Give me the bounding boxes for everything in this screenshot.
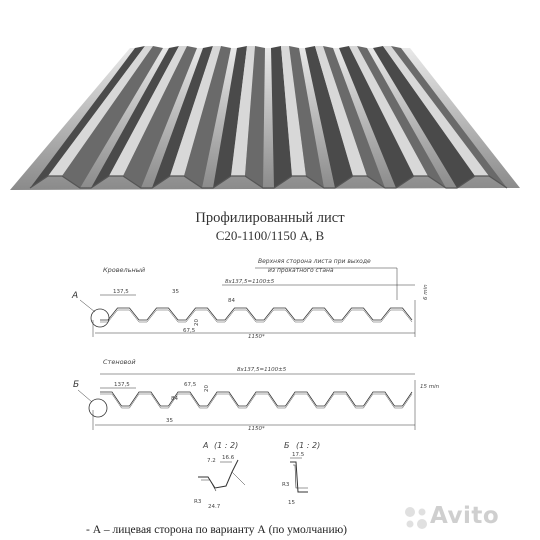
wall-dim-first: 137,5 xyxy=(114,382,130,388)
roof-note-1: Верхняя сторона листа при выходе xyxy=(258,258,371,265)
detail-a-top: 16.6 xyxy=(222,455,235,461)
detail-b-bottom: 15 xyxy=(288,500,295,506)
avito-logo-icon xyxy=(402,504,430,532)
profile-drawings xyxy=(0,240,540,525)
detail-a-label: А xyxy=(203,441,209,450)
wall-label: Стеновой xyxy=(103,358,136,366)
roof-label: Кровельный xyxy=(103,266,146,274)
wall-dim-rib: 84 xyxy=(171,396,178,402)
detail-b-r: R3 xyxy=(282,482,290,488)
wall-dim-top: 67,5 xyxy=(184,382,197,388)
detail-a-circle xyxy=(91,309,109,327)
roof-note-2: из прокатного стана xyxy=(268,267,334,274)
roof-dim-min: 6 min xyxy=(423,284,429,300)
detail-b-top: 17.5 xyxy=(292,452,305,458)
profiled-sheet-illustration xyxy=(0,0,540,205)
roof-marker: А xyxy=(72,291,79,301)
page-title: Профилированный лист xyxy=(195,210,345,226)
detail-a-scale: (1 : 2) xyxy=(214,441,239,450)
footer-note: - А – лицевая сторона по варианту А (по умолчанию) xyxy=(86,524,348,536)
detail-a-bottom: 24.7 xyxy=(208,504,221,510)
wall-dim-min: 15 min xyxy=(420,384,440,390)
detail-a-angle: 7.2 xyxy=(207,458,216,464)
wall-dim-bottom: 35 xyxy=(166,418,173,424)
roof-dim-first: 137,5 xyxy=(113,289,129,295)
roof-dim-total: 1150* xyxy=(248,334,265,340)
wall-dim-height: 20 xyxy=(204,385,210,392)
avito-watermark: Avito xyxy=(430,503,500,529)
page-subtitle: С20-1100/1150 А, В xyxy=(215,228,325,243)
wall-marker: Б xyxy=(73,380,80,390)
roof-profile-line xyxy=(100,308,412,320)
roof-dim-pitch: 8x137,5=1100±5 xyxy=(225,279,275,285)
wall-profile-inner xyxy=(100,394,412,408)
detail-b-scale: (1 : 2) xyxy=(296,441,321,450)
roof-dim-height: 20 xyxy=(194,319,200,326)
wall-dim-total: 1150* xyxy=(248,426,265,432)
roof-dim-bottom: 67,5 xyxy=(183,328,196,334)
roof-dim-rib: 84 xyxy=(228,298,235,304)
wall-dim-pitch: 8x137,5=1100±5 xyxy=(237,367,287,373)
detail-a-r: R3 xyxy=(194,499,202,505)
detail-b-label: Б xyxy=(284,441,290,450)
roof-dim-top: 35 xyxy=(172,289,179,295)
